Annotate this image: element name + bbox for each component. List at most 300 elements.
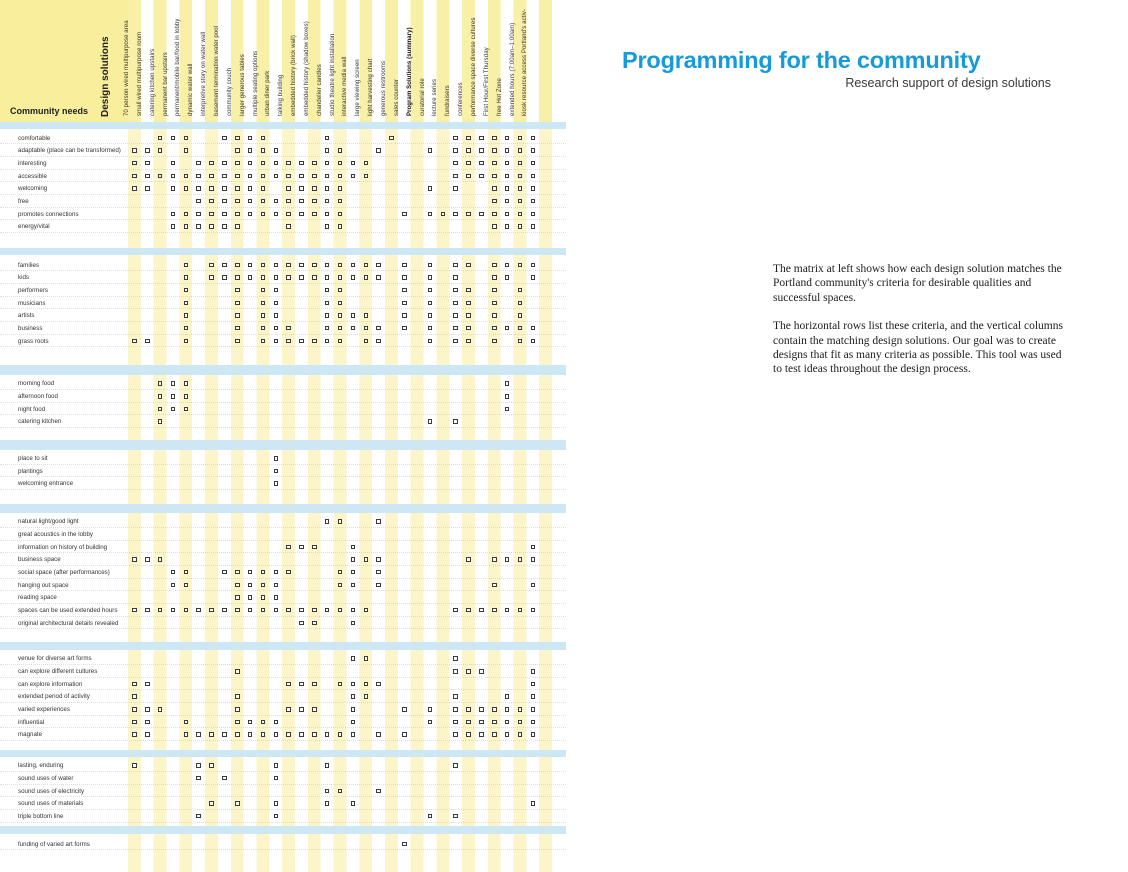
match-mark	[248, 608, 253, 613]
matrix-group	[0, 513, 566, 629]
match-mark	[235, 732, 240, 737]
match-mark	[299, 174, 304, 179]
match-mark	[453, 263, 458, 268]
matrix-row	[0, 144, 566, 157]
match-mark	[286, 339, 291, 344]
section-band	[0, 504, 566, 513]
match-mark	[453, 732, 458, 737]
match-mark	[492, 326, 497, 331]
match-mark	[248, 136, 253, 141]
match-mark	[132, 720, 137, 725]
match-mark	[171, 407, 176, 412]
match-mark	[518, 174, 523, 179]
match-mark	[222, 212, 227, 217]
match-mark	[286, 161, 291, 166]
match-mark	[338, 199, 343, 204]
match-mark	[376, 732, 381, 737]
match-mark	[235, 148, 240, 153]
match-mark	[261, 275, 266, 280]
row-label: accessible	[18, 172, 47, 180]
match-mark	[492, 720, 497, 725]
match-mark	[184, 148, 189, 153]
match-mark	[428, 326, 433, 331]
match-mark	[196, 186, 201, 191]
column-header: sales counter	[393, 79, 400, 116]
match-mark	[235, 288, 240, 293]
match-mark	[338, 186, 343, 191]
matrix-row	[0, 728, 566, 741]
match-mark	[492, 313, 497, 318]
match-mark	[428, 339, 433, 344]
match-mark	[286, 707, 291, 712]
match-mark	[518, 224, 523, 229]
column-header: kiosk resource access Portland's activ-	[522, 8, 529, 116]
match-mark	[132, 707, 137, 712]
row-label: promotes connections	[18, 210, 79, 218]
match-mark	[286, 212, 291, 217]
match-mark	[261, 288, 266, 293]
match-mark	[428, 186, 433, 191]
match-mark	[274, 776, 279, 781]
match-mark	[248, 275, 253, 280]
matrix-row	[0, 566, 566, 579]
column-header: large viewing screen	[355, 59, 362, 116]
match-mark	[261, 161, 266, 166]
matrix-row	[0, 772, 566, 785]
match-mark	[261, 148, 266, 153]
match-mark	[505, 275, 510, 280]
match-mark	[466, 136, 471, 141]
matrix-row	[0, 377, 566, 390]
column-header: urban diner park	[265, 70, 272, 116]
match-mark	[325, 288, 330, 293]
row-label: information on history of building	[18, 543, 108, 551]
match-mark	[209, 224, 214, 229]
match-mark	[492, 557, 497, 562]
community-needs-label: Community needs	[10, 106, 89, 116]
matrix-row	[0, 716, 566, 729]
match-mark	[235, 326, 240, 331]
match-mark	[286, 263, 291, 268]
match-mark	[235, 186, 240, 191]
matrix-group	[0, 129, 566, 233]
match-mark	[505, 608, 510, 613]
match-mark	[312, 732, 317, 737]
match-mark	[376, 557, 381, 562]
matrix-row	[0, 157, 566, 170]
match-mark	[132, 186, 137, 191]
match-mark	[222, 161, 227, 166]
match-mark	[453, 608, 458, 613]
match-mark	[171, 381, 176, 386]
column-header: interactive media wall	[342, 56, 349, 116]
match-mark	[261, 732, 266, 737]
match-mark	[479, 707, 484, 712]
match-mark	[428, 814, 433, 819]
match-mark	[531, 326, 536, 331]
match-mark	[479, 720, 484, 725]
match-mark	[145, 682, 150, 687]
match-mark	[428, 275, 433, 280]
match-mark	[351, 732, 356, 737]
match-mark	[274, 732, 279, 737]
row-label: funding of varied art forms	[18, 840, 90, 848]
match-mark	[196, 814, 201, 819]
match-mark	[505, 694, 510, 699]
match-mark	[248, 570, 253, 575]
match-mark	[235, 608, 240, 613]
match-mark	[325, 326, 330, 331]
match-mark	[274, 469, 279, 474]
match-mark	[235, 263, 240, 268]
match-mark	[428, 707, 433, 712]
match-mark	[453, 419, 458, 424]
match-mark	[402, 732, 407, 737]
match-mark	[274, 301, 279, 306]
match-mark	[351, 557, 356, 562]
match-mark	[505, 732, 510, 737]
match-mark	[209, 174, 214, 179]
match-mark	[531, 707, 536, 712]
column-header: 70 person wired multipurpose area	[124, 20, 130, 116]
match-mark	[428, 148, 433, 153]
match-mark	[364, 263, 369, 268]
match-mark	[428, 212, 433, 217]
row-label: natural light/good light	[18, 518, 79, 526]
column-header: interpretive story on water wall	[201, 31, 208, 116]
match-mark	[351, 570, 356, 575]
match-mark	[248, 148, 253, 153]
match-mark	[209, 275, 214, 280]
row-label: sound uses of electricity	[18, 787, 85, 795]
match-mark	[184, 174, 189, 179]
matrix-group	[0, 757, 566, 822]
match-mark	[466, 301, 471, 306]
match-mark	[145, 161, 150, 166]
match-mark	[402, 313, 407, 318]
match-mark	[428, 313, 433, 318]
match-mark	[402, 212, 407, 217]
match-mark	[492, 186, 497, 191]
row-label: interesting	[18, 159, 47, 167]
row-label: grass roots	[18, 337, 49, 345]
match-mark	[325, 224, 330, 229]
matrix-row	[0, 335, 566, 348]
matrix-row	[0, 309, 566, 322]
match-mark	[222, 732, 227, 737]
match-mark	[184, 301, 189, 306]
row-label: great acoustics in the lobby	[18, 530, 93, 538]
match-mark	[196, 212, 201, 217]
match-mark	[274, 275, 279, 280]
column-header: dynamic water wall	[188, 63, 195, 116]
match-mark	[492, 161, 497, 166]
match-mark	[286, 326, 291, 331]
match-mark	[351, 583, 356, 588]
row-label: business	[18, 324, 43, 332]
match-mark	[261, 136, 266, 141]
row-label: social space (after performances)	[18, 568, 110, 576]
match-mark	[299, 682, 304, 687]
match-mark	[184, 313, 189, 318]
match-mark	[402, 275, 407, 280]
match-mark	[325, 732, 330, 737]
match-mark	[299, 545, 304, 550]
match-mark	[261, 595, 266, 600]
match-mark	[312, 621, 317, 626]
match-mark	[312, 608, 317, 613]
match-mark	[248, 199, 253, 204]
matrix-row	[0, 797, 566, 810]
match-mark	[235, 212, 240, 217]
match-mark	[376, 339, 381, 344]
match-mark	[351, 801, 356, 806]
match-mark	[261, 313, 266, 318]
match-mark	[518, 313, 523, 318]
match-mark	[299, 161, 304, 166]
match-mark	[364, 682, 369, 687]
match-mark	[235, 275, 240, 280]
match-mark	[531, 732, 536, 737]
match-mark	[505, 136, 510, 141]
matrix-row	[0, 604, 566, 617]
section-band	[0, 248, 566, 255]
match-mark	[171, 161, 176, 166]
column-header: fundraisers	[445, 85, 452, 116]
match-mark	[222, 263, 227, 268]
match-mark	[505, 381, 510, 386]
match-mark	[518, 720, 523, 725]
matrix-group	[0, 255, 566, 348]
match-mark	[286, 275, 291, 280]
column-header: light harvesting chart	[368, 58, 375, 116]
match-mark	[492, 212, 497, 217]
match-mark	[235, 313, 240, 318]
match-mark	[312, 174, 317, 179]
match-mark	[299, 732, 304, 737]
match-mark	[235, 720, 240, 725]
row-label: afternoon food	[18, 393, 58, 400]
match-mark	[518, 186, 523, 191]
match-mark	[364, 326, 369, 331]
match-mark	[466, 669, 471, 674]
match-mark	[222, 224, 227, 229]
matrix-row	[0, 553, 566, 566]
match-mark	[222, 275, 227, 280]
match-mark	[531, 224, 536, 229]
match-mark	[505, 394, 510, 399]
match-mark	[312, 199, 317, 204]
match-mark	[518, 608, 523, 613]
match-mark	[299, 339, 304, 344]
match-mark	[299, 707, 304, 712]
match-mark	[132, 161, 137, 166]
match-mark	[325, 161, 330, 166]
match-mark	[466, 707, 471, 712]
match-mark	[351, 174, 356, 179]
match-mark	[479, 136, 484, 141]
match-mark	[351, 313, 356, 318]
match-mark	[222, 608, 227, 613]
match-mark	[274, 263, 279, 268]
match-mark	[479, 669, 484, 674]
match-mark	[479, 161, 484, 166]
match-mark	[364, 275, 369, 280]
match-mark	[453, 707, 458, 712]
matrix-row	[0, 170, 566, 183]
match-mark	[171, 174, 176, 179]
match-mark	[286, 174, 291, 179]
match-mark	[531, 136, 536, 141]
match-mark	[209, 763, 214, 768]
match-mark	[171, 224, 176, 229]
match-mark	[325, 763, 330, 768]
match-mark	[505, 557, 510, 562]
match-mark	[531, 212, 536, 217]
match-mark	[518, 707, 523, 712]
match-mark	[325, 519, 330, 524]
match-mark	[466, 212, 471, 217]
match-mark	[184, 263, 189, 268]
match-mark	[325, 608, 330, 613]
match-mark	[531, 694, 536, 699]
match-mark	[274, 326, 279, 331]
matrix-group	[0, 834, 566, 851]
match-mark	[184, 720, 189, 725]
column-header: permanent/mobile bar/food in lobby	[175, 18, 182, 116]
match-mark	[261, 212, 266, 217]
row-label: sound uses of water	[18, 774, 74, 782]
match-mark	[209, 161, 214, 166]
matrix-row	[0, 810, 566, 823]
match-mark	[184, 288, 189, 293]
match-mark	[492, 583, 497, 588]
row-label: original architectural details revealed	[18, 619, 119, 627]
match-mark	[145, 148, 150, 153]
match-mark	[286, 224, 291, 229]
body-paragraph-2: The horizontal rows list these criteria, and the vertical columns contain the matching design solutions. Our goal was to create designs that fit as many criteria as possible. This tool was used to test ideas throughout the design process.	[773, 320, 1063, 376]
match-mark	[364, 339, 369, 344]
matrix-row	[0, 284, 566, 297]
match-mark	[145, 186, 150, 191]
matrix-row	[0, 541, 566, 554]
match-mark	[158, 407, 163, 412]
match-mark	[351, 326, 356, 331]
match-mark	[518, 148, 523, 153]
match-mark	[325, 148, 330, 153]
match-mark	[531, 199, 536, 204]
match-mark	[531, 720, 536, 725]
match-mark	[531, 583, 536, 588]
match-mark	[338, 682, 343, 687]
column-header: Program Solutions (summary)	[406, 27, 413, 116]
match-mark	[274, 720, 279, 725]
match-mark	[466, 720, 471, 725]
match-mark	[325, 275, 330, 280]
match-mark	[531, 669, 536, 674]
match-mark	[274, 570, 279, 575]
match-mark	[505, 174, 510, 179]
match-mark	[248, 174, 253, 179]
match-mark	[402, 301, 407, 306]
match-mark	[364, 694, 369, 699]
match-mark	[492, 199, 497, 204]
match-mark	[505, 707, 510, 712]
matrix-row	[0, 665, 566, 678]
match-mark	[351, 161, 356, 166]
match-mark	[158, 174, 163, 179]
match-mark	[196, 763, 201, 768]
matrix-group	[0, 450, 566, 490]
match-mark	[351, 656, 356, 661]
match-mark	[158, 419, 163, 424]
match-mark	[235, 199, 240, 204]
match-mark	[479, 174, 484, 179]
match-mark	[184, 570, 189, 575]
match-mark	[325, 313, 330, 318]
match-mark	[492, 707, 497, 712]
match-mark	[286, 682, 291, 687]
match-mark	[492, 339, 497, 344]
matrix-row	[0, 579, 566, 592]
match-mark	[286, 199, 291, 204]
column-header: embedded history (shadow boxes)	[303, 21, 310, 116]
match-mark	[364, 656, 369, 661]
match-mark	[389, 136, 394, 141]
match-mark	[158, 148, 163, 153]
row-label: plantings	[18, 467, 43, 475]
page-title: Programming for the community	[622, 47, 981, 73]
matrix-row	[0, 465, 566, 478]
match-mark	[531, 174, 536, 179]
match-mark	[132, 682, 137, 687]
match-mark	[376, 263, 381, 268]
match-mark	[505, 212, 510, 217]
match-mark	[261, 720, 266, 725]
match-mark	[466, 608, 471, 613]
row-label: adaptable (place can be transformed)	[18, 147, 121, 155]
match-mark	[299, 212, 304, 217]
match-mark	[299, 199, 304, 204]
column-header: permanent bar upstairs	[162, 52, 169, 116]
match-mark	[518, 288, 523, 293]
match-mark	[184, 407, 189, 412]
row-label: venue for diverse art forms	[18, 655, 92, 663]
match-mark	[364, 557, 369, 562]
match-mark	[158, 381, 163, 386]
match-mark	[184, 326, 189, 331]
match-mark	[376, 583, 381, 588]
row-label: can explore information	[18, 680, 83, 688]
match-mark	[299, 263, 304, 268]
column-header: chandelier candles	[316, 64, 323, 116]
row-label: hanging out space	[18, 581, 69, 589]
match-mark	[453, 161, 458, 166]
match-mark	[325, 339, 330, 344]
match-mark	[274, 801, 279, 806]
match-mark	[351, 545, 356, 550]
column-header: conferences	[458, 82, 465, 116]
match-mark	[466, 557, 471, 562]
match-mark	[235, 707, 240, 712]
match-mark	[312, 263, 317, 268]
column-header: multiple seating options	[252, 50, 259, 116]
match-mark	[402, 707, 407, 712]
match-mark	[376, 682, 381, 687]
match-mark	[171, 394, 176, 399]
match-mark	[364, 174, 369, 179]
row-label: magnate	[18, 731, 43, 739]
